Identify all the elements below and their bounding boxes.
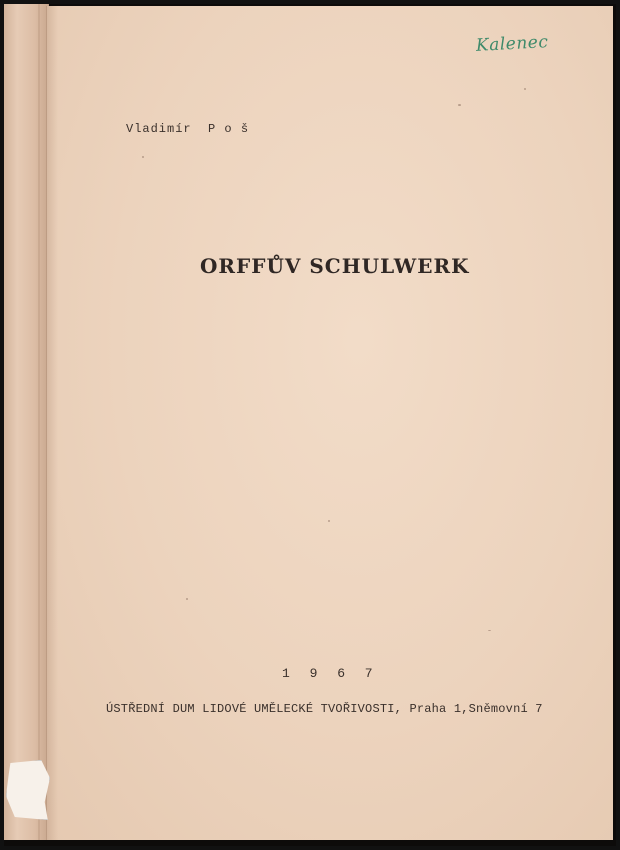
author-name: Vladimír P o š <box>126 122 250 136</box>
torn-corner <box>6 760 50 820</box>
spine-crease <box>38 4 40 840</box>
document-title: ORFFŮV SCHULWERK <box>200 254 470 278</box>
publisher-line: ÚSTŘEDNÍ DUM LIDOVÉ UMĚLECKÉ TVOŘIVOSTI, Praha 1,Sněmovní 7 <box>106 702 543 716</box>
publication-year: 1 9 6 7 <box>282 666 379 681</box>
paper-speck <box>488 630 491 631</box>
paper-speck <box>142 156 144 158</box>
paper-speck <box>524 88 526 90</box>
page-edge-shadow <box>46 6 58 840</box>
paper-speck <box>458 104 461 106</box>
paper-speck <box>186 598 188 600</box>
binding-spine <box>4 4 49 840</box>
paper-speck <box>328 520 330 522</box>
handwritten-note: Kalenec <box>475 32 549 56</box>
